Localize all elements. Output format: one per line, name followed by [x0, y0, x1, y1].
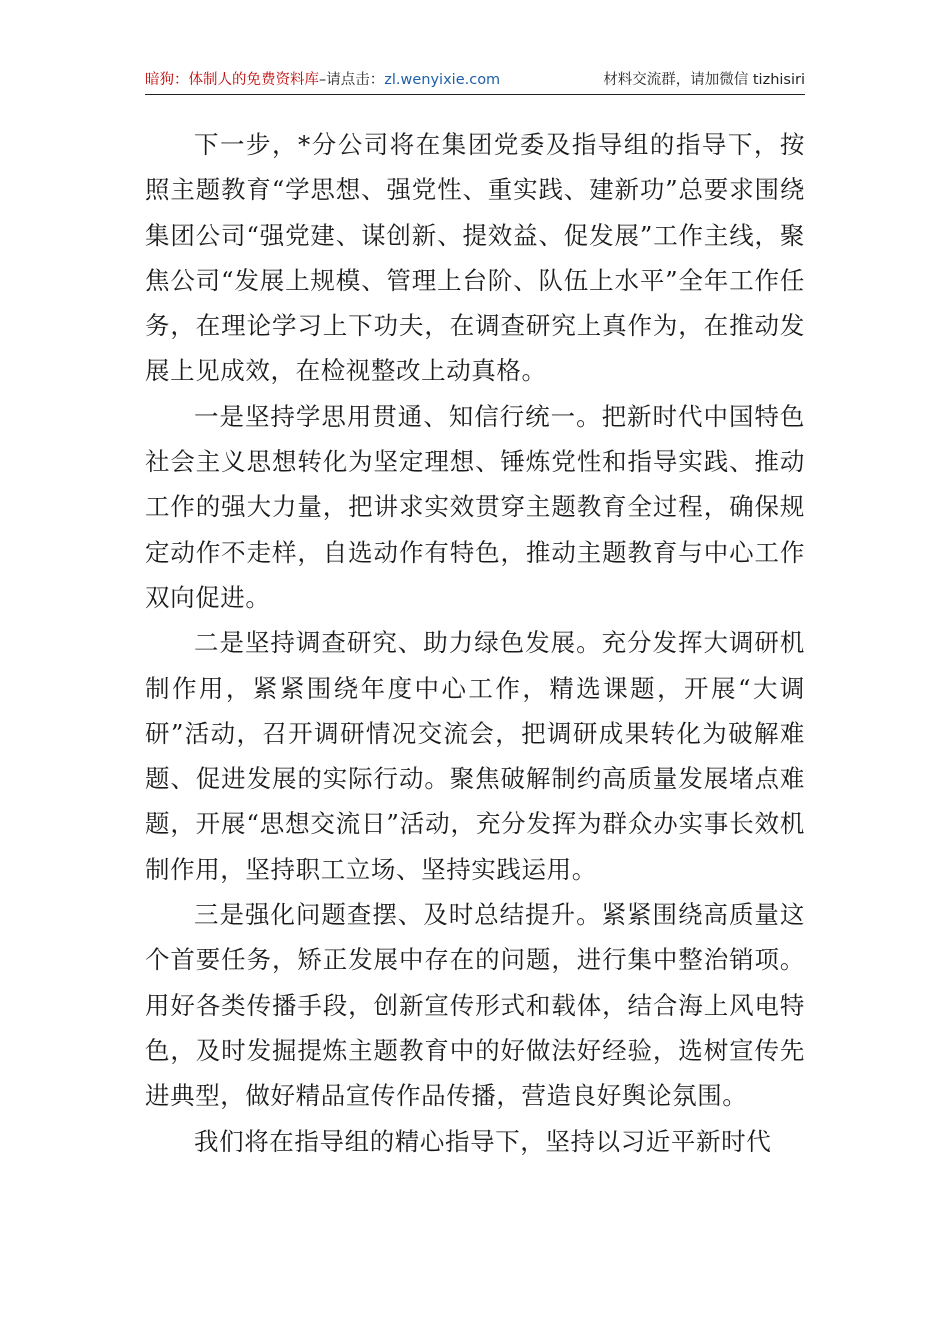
document-body: [145, 122, 805, 1164]
header-brand: 暗狗：体制人的免费资料库: [145, 72, 319, 88]
header-url-link[interactable]: zl.wenyixie.com: [384, 72, 501, 88]
paragraph-point-one: 一是坚持学思用贯通、知信行统一。把新时代中国特色社会主义思想转化为坚定理想、锤炼党性和指导实践、推动工作的强大力量，把讲求实效贯穿主题教育全过程，确保规定动作不走样，自选动作有特色，推动主题教育与中心工作双向促进。: [145, 401, 805, 612]
header-prompt: –请点击：: [319, 72, 385, 88]
header-group-note: 材料交流群，请加微信 tizhisiri: [603, 72, 805, 88]
paragraph-closing: 我们将在指导组的精心指导下，坚持以习近平新时代: [194, 1126, 772, 1156]
paragraph-next-step: 下一步，*分公司将在集团党委及指导组的指导下，按照主题教育“学思想、强党性、重实践、建新功”总要求围绕集团公司“强党建、谋创新、提效益、促发展”工作主线，聚焦公司“发展上规模、管理上台阶、队伍上水平”全年工作任务，在理论学习上下功夫，在调查研究上真作为，在推动发展上见成效，在检视整改上动真格。: [145, 130, 805, 386]
paragraph-point-three: 三是强化问题查摆、及时总结提升。紧紧围绕高质量这个首要任务，矫正发展中存在的问题，进行集中整治销项。用好各类传播手段，创新宣传形式和载体，结合海上风电特色，及时发掘提炼主题教育中的好做法好经验，选树宣传先进典型，做好精品宣传作品传播，营造良好舆论氛围。: [145, 900, 805, 1111]
paragraph-point-two: 二是坚持调查研究、助力绿色发展。充分发挥大调研机制作用，紧紧围绕年度中心工作，精选课题，开展“大调研”活动，召开调研情况交流会，把调研成果转化为破解难题、促进发展的实际行动。聚焦破解制约高质量发展堵点难题，开展“思想交流日”活动，充分发挥为群众办实事长效机制作用，坚持职工立场、坚持实践运用。: [145, 628, 805, 884]
page-header: [145, 66, 805, 95]
